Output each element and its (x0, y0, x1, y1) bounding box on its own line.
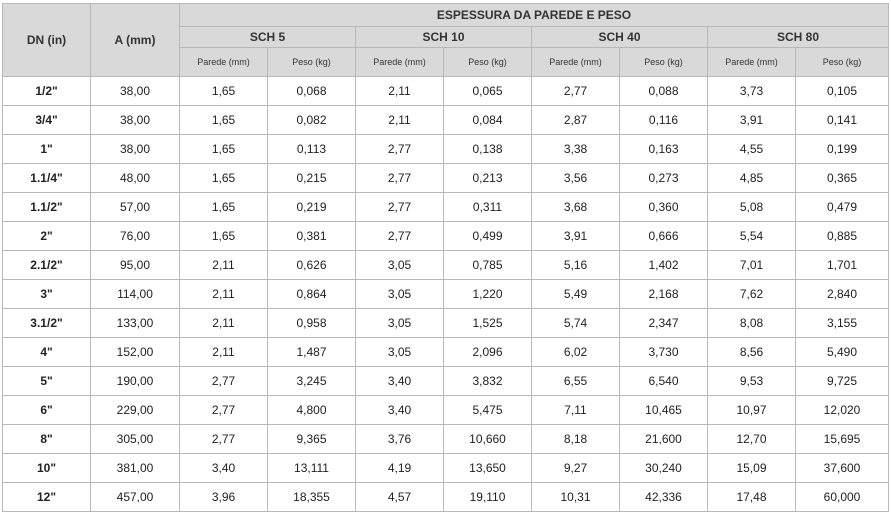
cell-dn: 6" (3, 396, 91, 425)
header-peso: Peso (kg) (620, 48, 708, 77)
cell-dn: 12" (3, 483, 91, 512)
header-sch80: SCH 80 (708, 27, 889, 48)
table-row (3, 106, 889, 135)
cell-sch80-parede: 7,62 (708, 280, 796, 309)
cell-sch5-peso: 0,958 (268, 309, 356, 338)
cell-sch5-peso: 0,215 (268, 164, 356, 193)
cell-sch80-parede: 5,08 (708, 193, 796, 222)
cell-sch10-parede: 3,05 (356, 338, 444, 367)
cell-sch5-peso: 0,068 (268, 77, 356, 106)
cell-sch80-parede: 15,09 (708, 454, 796, 483)
header-group: ESPESSURA DA PAREDE E PESO (180, 4, 889, 27)
cell-sch10-peso: 0,311 (444, 193, 532, 222)
cell-dn: 8" (3, 425, 91, 454)
header-peso: Peso (kg) (444, 48, 532, 77)
cell-sch80-peso: 37,600 (796, 454, 889, 483)
cell-sch40-parede: 7,11 (532, 396, 620, 425)
cell-sch5-parede: 2,77 (180, 425, 268, 454)
cell-sch10-peso: 5,475 (444, 396, 532, 425)
cell-sch40-parede: 3,91 (532, 222, 620, 251)
cell-sch10-peso: 10,660 (444, 425, 532, 454)
header-a: A (mm) (91, 4, 180, 77)
cell-a: 152,00 (91, 338, 180, 367)
cell-sch80-parede: 8,56 (708, 338, 796, 367)
cell-sch10-peso: 0,065 (444, 77, 532, 106)
cell-sch80-peso: 0,365 (796, 164, 889, 193)
cell-sch80-peso: 0,885 (796, 222, 889, 251)
cell-sch10-parede: 2,77 (356, 164, 444, 193)
cell-sch5-parede: 3,40 (180, 454, 268, 483)
cell-sch80-parede: 3,73 (708, 77, 796, 106)
cell-sch80-parede: 8,08 (708, 309, 796, 338)
cell-sch80-peso: 1,701 (796, 251, 889, 280)
header-parede: Parede (mm) (356, 48, 444, 77)
cell-sch10-peso: 3,832 (444, 367, 532, 396)
cell-sch5-parede: 1,65 (180, 135, 268, 164)
cell-sch5-parede: 1,65 (180, 106, 268, 135)
cell-a: 457,00 (91, 483, 180, 512)
cell-sch5-peso: 13,111 (268, 454, 356, 483)
table-row (3, 77, 889, 106)
cell-sch10-parede: 3,05 (356, 280, 444, 309)
cell-sch5-peso: 0,219 (268, 193, 356, 222)
cell-sch80-peso: 0,105 (796, 77, 889, 106)
cell-sch40-peso: 21,600 (620, 425, 708, 454)
cell-sch10-parede: 4,57 (356, 483, 444, 512)
cell-sch80-parede: 3,91 (708, 106, 796, 135)
table-row (3, 135, 889, 164)
header-sch5: SCH 5 (180, 27, 356, 48)
header-dn: DN (in) (3, 4, 91, 77)
cell-dn: 4" (3, 338, 91, 367)
cell-sch40-peso: 6,540 (620, 367, 708, 396)
cell-a: 76,00 (91, 222, 180, 251)
cell-sch40-peso: 3,730 (620, 338, 708, 367)
cell-sch40-parede: 3,56 (532, 164, 620, 193)
header-parede: Parede (mm) (180, 48, 268, 77)
cell-sch10-peso: 2,096 (444, 338, 532, 367)
cell-sch5-peso: 0,113 (268, 135, 356, 164)
cell-sch10-peso: 0,084 (444, 106, 532, 135)
cell-sch80-peso: 9,725 (796, 367, 889, 396)
cell-sch40-parede: 3,38 (532, 135, 620, 164)
cell-a: 38,00 (91, 106, 180, 135)
cell-sch10-peso: 19,110 (444, 483, 532, 512)
cell-sch10-parede: 3,05 (356, 309, 444, 338)
cell-sch40-peso: 0,088 (620, 77, 708, 106)
cell-a: 190,00 (91, 367, 180, 396)
cell-sch10-peso: 1,525 (444, 309, 532, 338)
cell-sch5-peso: 0,626 (268, 251, 356, 280)
cell-sch10-peso: 13,650 (444, 454, 532, 483)
cell-sch10-parede: 3,40 (356, 396, 444, 425)
cell-dn: 3.1/2" (3, 309, 91, 338)
cell-sch5-peso: 0,864 (268, 280, 356, 309)
cell-sch5-peso: 0,082 (268, 106, 356, 135)
table-row (3, 483, 889, 512)
cell-sch5-peso: 3,245 (268, 367, 356, 396)
cell-sch80-parede: 4,85 (708, 164, 796, 193)
cell-sch80-peso: 5,490 (796, 338, 889, 367)
cell-sch10-parede: 3,76 (356, 425, 444, 454)
cell-sch5-parede: 2,11 (180, 251, 268, 280)
cell-sch80-peso: 0,479 (796, 193, 889, 222)
cell-sch40-parede: 5,49 (532, 280, 620, 309)
cell-a: 133,00 (91, 309, 180, 338)
cell-sch5-peso: 0,381 (268, 222, 356, 251)
cell-sch10-peso: 0,499 (444, 222, 532, 251)
header-parede: Parede (mm) (708, 48, 796, 77)
cell-sch40-parede: 6,55 (532, 367, 620, 396)
header-parede: Parede (mm) (532, 48, 620, 77)
cell-sch40-parede: 2,87 (532, 106, 620, 135)
table-row (3, 222, 889, 251)
cell-sch40-peso: 1,402 (620, 251, 708, 280)
header-peso: Peso (kg) (796, 48, 889, 77)
cell-sch80-peso: 12,020 (796, 396, 889, 425)
cell-sch40-peso: 0,163 (620, 135, 708, 164)
cell-sch40-parede: 2,77 (532, 77, 620, 106)
table-row (3, 367, 889, 396)
cell-sch40-peso: 0,116 (620, 106, 708, 135)
header-sch40: SCH 40 (532, 27, 708, 48)
cell-sch40-parede: 5,74 (532, 309, 620, 338)
cell-sch5-parede: 1,65 (180, 77, 268, 106)
pipe-schedule-table (2, 3, 889, 512)
cell-dn: 3/4" (3, 106, 91, 135)
cell-sch80-peso: 0,199 (796, 135, 889, 164)
cell-sch80-peso: 60,000 (796, 483, 889, 512)
cell-a: 48,00 (91, 164, 180, 193)
table-row (3, 193, 889, 222)
cell-sch5-peso: 9,365 (268, 425, 356, 454)
cell-sch10-parede: 2,11 (356, 106, 444, 135)
table-row (3, 338, 889, 367)
cell-sch80-peso: 15,695 (796, 425, 889, 454)
cell-dn: 2" (3, 222, 91, 251)
table-body (3, 77, 889, 512)
cell-sch80-parede: 5,54 (708, 222, 796, 251)
cell-sch10-peso: 0,213 (444, 164, 532, 193)
table-row (3, 454, 889, 483)
cell-sch10-peso: 1,220 (444, 280, 532, 309)
cell-sch5-peso: 18,355 (268, 483, 356, 512)
cell-dn: 3" (3, 280, 91, 309)
cell-sch40-peso: 10,465 (620, 396, 708, 425)
table-row (3, 425, 889, 454)
cell-sch40-parede: 6,02 (532, 338, 620, 367)
cell-sch80-parede: 17,48 (708, 483, 796, 512)
cell-sch40-peso: 2,168 (620, 280, 708, 309)
cell-dn: 10" (3, 454, 91, 483)
cell-sch10-parede: 2,77 (356, 222, 444, 251)
cell-dn: 5" (3, 367, 91, 396)
cell-a: 229,00 (91, 396, 180, 425)
header-peso: Peso (kg) (268, 48, 356, 77)
cell-sch40-peso: 42,336 (620, 483, 708, 512)
cell-sch80-parede: 4,55 (708, 135, 796, 164)
cell-dn: 1.1/2" (3, 193, 91, 222)
table-row (3, 396, 889, 425)
cell-a: 95,00 (91, 251, 180, 280)
cell-dn: 2.1/2" (3, 251, 91, 280)
cell-sch40-peso: 0,666 (620, 222, 708, 251)
cell-sch5-parede: 2,11 (180, 338, 268, 367)
cell-a: 114,00 (91, 280, 180, 309)
cell-sch40-parede: 3,68 (532, 193, 620, 222)
cell-sch40-peso: 0,273 (620, 164, 708, 193)
cell-sch10-parede: 2,77 (356, 193, 444, 222)
cell-sch10-parede: 4,19 (356, 454, 444, 483)
cell-sch10-parede: 2,77 (356, 135, 444, 164)
cell-sch40-parede: 10,31 (532, 483, 620, 512)
cell-sch80-parede: 10,97 (708, 396, 796, 425)
cell-sch5-parede: 2,11 (180, 280, 268, 309)
cell-sch10-parede: 3,40 (356, 367, 444, 396)
cell-a: 57,00 (91, 193, 180, 222)
cell-sch10-peso: 0,785 (444, 251, 532, 280)
cell-dn: 1.1/4" (3, 164, 91, 193)
table-row (3, 309, 889, 338)
cell-sch40-parede: 9,27 (532, 454, 620, 483)
cell-dn: 1/2" (3, 77, 91, 106)
cell-a: 38,00 (91, 135, 180, 164)
cell-sch5-parede: 2,77 (180, 396, 268, 425)
cell-sch40-parede: 5,16 (532, 251, 620, 280)
cell-sch10-parede: 3,05 (356, 251, 444, 280)
cell-sch5-parede: 1,65 (180, 193, 268, 222)
cell-dn: 1" (3, 135, 91, 164)
cell-sch5-parede: 2,11 (180, 309, 268, 338)
cell-sch10-parede: 2,11 (356, 77, 444, 106)
cell-sch80-parede: 7,01 (708, 251, 796, 280)
cell-sch5-parede: 3,96 (180, 483, 268, 512)
cell-a: 381,00 (91, 454, 180, 483)
cell-sch80-peso: 2,840 (796, 280, 889, 309)
cell-sch10-peso: 0,138 (444, 135, 532, 164)
header-sch10: SCH 10 (356, 27, 532, 48)
cell-sch5-peso: 1,487 (268, 338, 356, 367)
cell-sch5-parede: 1,65 (180, 222, 268, 251)
cell-sch80-peso: 3,155 (796, 309, 889, 338)
cell-sch5-parede: 1,65 (180, 164, 268, 193)
cell-sch80-parede: 12,70 (708, 425, 796, 454)
table-row (3, 251, 889, 280)
cell-sch40-peso: 0,360 (620, 193, 708, 222)
cell-sch5-peso: 4,800 (268, 396, 356, 425)
cell-sch5-parede: 2,77 (180, 367, 268, 396)
cell-sch80-parede: 9,53 (708, 367, 796, 396)
cell-a: 38,00 (91, 77, 180, 106)
cell-sch80-peso: 0,141 (796, 106, 889, 135)
cell-sch40-peso: 2,347 (620, 309, 708, 338)
table-row (3, 280, 889, 309)
cell-sch40-parede: 8,18 (532, 425, 620, 454)
cell-sch40-peso: 30,240 (620, 454, 708, 483)
cell-a: 305,00 (91, 425, 180, 454)
table-row (3, 164, 889, 193)
